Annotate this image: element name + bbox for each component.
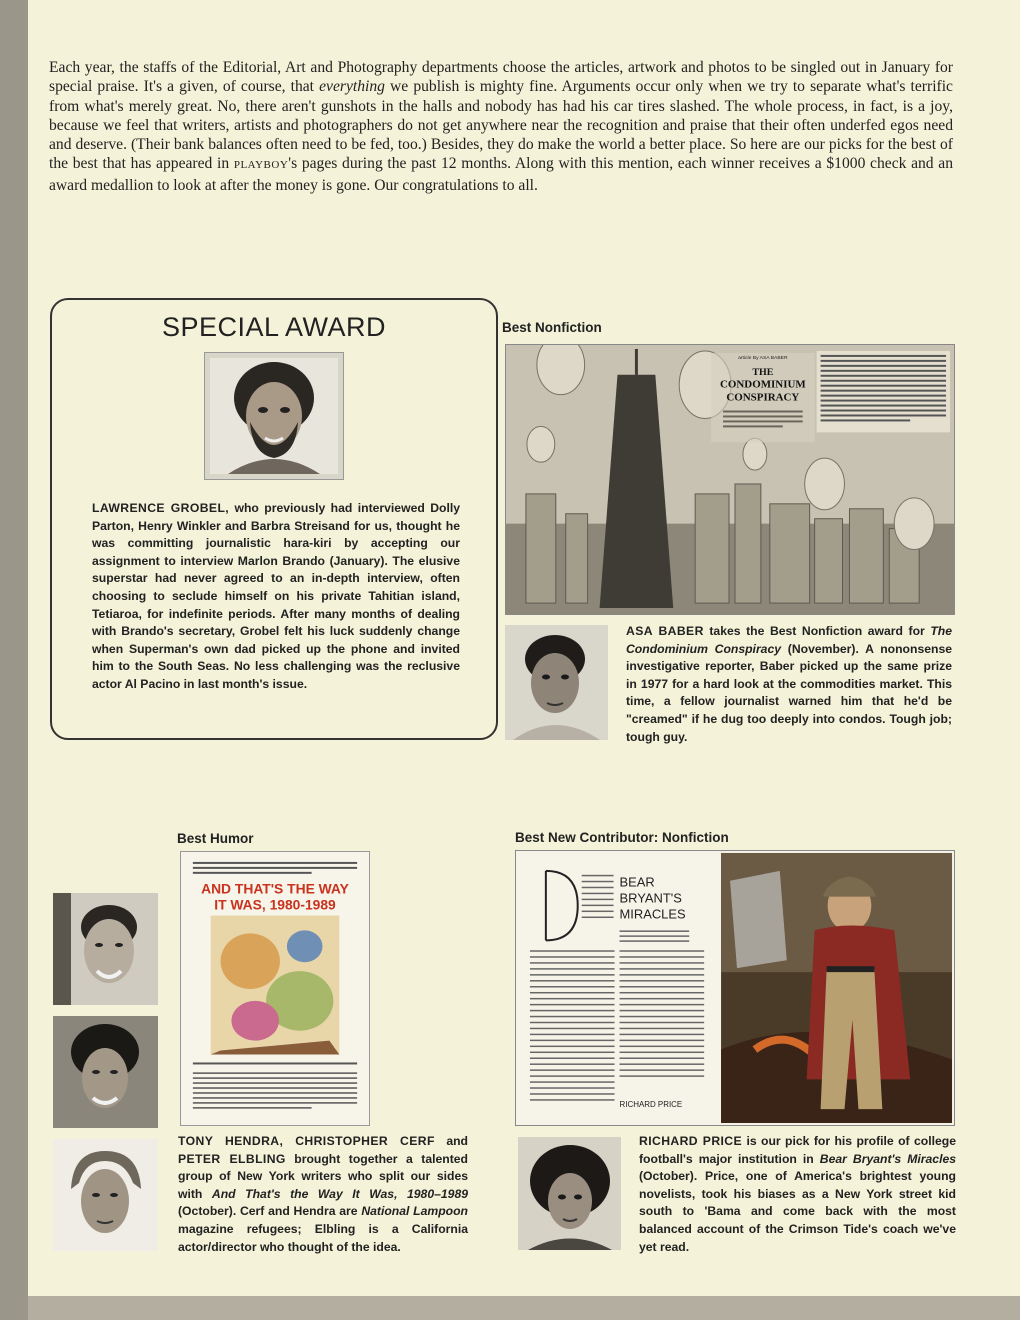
- humor-publication: National Lampoon: [361, 1204, 468, 1219]
- bear-spread-title-2: BRYANT'S: [619, 890, 682, 906]
- baber-text-a: takes the Best Nonfiction award for: [709, 624, 925, 638]
- page-edge-left: [0, 0, 28, 1320]
- baber-name: ASA BABER: [626, 624, 704, 638]
- magazine-page: [28, 0, 1020, 1296]
- humor-and: and: [446, 1134, 468, 1148]
- grobel-portrait-frame: [204, 352, 344, 480]
- baber-photo: [505, 625, 608, 740]
- intro-text-2: we publish is mighty fine. Arguments occur only when we try to separate what's terrific from what's merely great. No, there aren't gunshots in the halls and nobody has had his car tires slashed. The whole process, in fact, is a joy, because we feel that writers, artists and photographers do not get anywhere near the recognition and praise that their often underfed egos need and deserve. (Their bank balances often need to be fed, too.) Besides, they do make the world a better place. So here are our picks for the best of the best that has appeared in: [49, 78, 953, 173]
- special-award-text: [92, 500, 460, 694]
- humor-spread-title-1: AND THAT'S THE WAY: [201, 880, 349, 897]
- price-photo: [518, 1137, 621, 1250]
- humor-spread-image: [180, 851, 370, 1126]
- price-work-title: Bear Bryant's Miracles: [819, 1151, 957, 1166]
- humor-work-title: And That's the Way It Was, 1980–1989: [211, 1186, 469, 1201]
- condominium-spread-image: [505, 344, 955, 615]
- special-award-box: [50, 298, 498, 740]
- bear-spread-author: RICHARD PRICE: [619, 1100, 683, 1110]
- humor-text-a: brought together a talented group of New York writers who split our sides with: [178, 1151, 468, 1201]
- spread-title-line3: CONSPIRACY: [726, 391, 800, 404]
- grobel-name: LAWRENCE GROBEL,: [92, 501, 230, 515]
- baber-text-b: (November). A nononsense investigative reporter, Baber picked up the same prize in 1977 for a hard look at the commodities market. This time, a fellow journalist warned him that he'd be "creamed" if he dug too deeply into condos. Tough job; tough guy.: [626, 641, 953, 744]
- intro-text-1: Each year, the staffs of the Editorial, Art and Photography departments choose the articles, artwork and photos to be singled out in January for special praise. It's a given, of course, that: [49, 59, 953, 96]
- bear-spread-title-1: BEAR: [619, 874, 655, 890]
- humor-text: [178, 1133, 468, 1256]
- magazine-name: PLAYBOY: [233, 159, 289, 172]
- spread-title-line2: CONDOMINIUM: [720, 378, 806, 391]
- best-humor-label: Best Humor: [177, 831, 254, 846]
- humor-names-2: PETER ELBLING: [178, 1151, 286, 1166]
- baber-work-title: The Condominium Conspiracy: [626, 624, 953, 656]
- price-text-b: (October). Price, one of America's brightest young novelists, took his biases as a New York street kid south to 'Bama and come back with the most balanced account of the Crimson Tide's coach we've yet read.: [639, 1169, 956, 1254]
- page-edge-bottom: [28, 1296, 1020, 1320]
- spread-byline: article By ASA BABER: [738, 355, 788, 361]
- humor-text-c: magazine refugees; Elbling is a California actor/director who thought of the idea.: [178, 1221, 468, 1254]
- special-award-title: SPECIAL AWARD: [161, 312, 387, 342]
- intro-paragraph: [49, 58, 953, 195]
- price-text-a: is our pick for his profile of college football's major institution in: [639, 1134, 957, 1166]
- price-text: [639, 1133, 956, 1256]
- intro-text-3: 's pages during the past 12 months. Along with this mention, each winner receives a $1000 check and an award medallion to look at after the money is gone. Our congratulations to all.: [49, 155, 953, 194]
- grobel-description: who previously had interviewed Dolly Parton, Henry Winkler and Barbra Streisand for us, thought he was committing journalistic hara-kiri by accepting our assignment to interview Marlon Brando (January). The elusive superstar had never agreed to an in-depth interview, often choosing to seclude himself on his private Tahitian island, Tetiaroa, for indefinite periods. After many months of dealing with Brando's secretary, Grobel felt his luck suddenly change when Superman's own dad picked up the phone and invited him to the South Seas. No less challenging was the reclusive actor Al Pacino in last month's issue.: [92, 501, 460, 691]
- humor-text-b: (October). Cerf and Hendra are: [178, 1204, 358, 1219]
- spread-title-line1: THE: [752, 366, 774, 378]
- baber-text: [626, 623, 952, 746]
- humor-spread-title-2: IT WAS, 1980-1989: [214, 896, 336, 913]
- bear-spread-title-3: MIRACLES: [619, 906, 686, 922]
- bear-bryant-spread-image: [515, 850, 955, 1126]
- humor-names: TONY HENDRA, CHRISTOPHER CERF: [178, 1134, 435, 1148]
- intro-emphasis: everything: [319, 78, 385, 96]
- elbling-photo: [53, 1139, 158, 1251]
- best-new-contributor-label: Best New Contributor: Nonfiction: [515, 830, 729, 845]
- best-nonfiction-label: Best Nonfiction: [502, 320, 602, 335]
- hendra-photo: [53, 893, 158, 1005]
- price-name: RICHARD PRICE: [639, 1134, 743, 1148]
- cerf-photo: [53, 1016, 158, 1128]
- grobel-photo: [210, 358, 338, 474]
